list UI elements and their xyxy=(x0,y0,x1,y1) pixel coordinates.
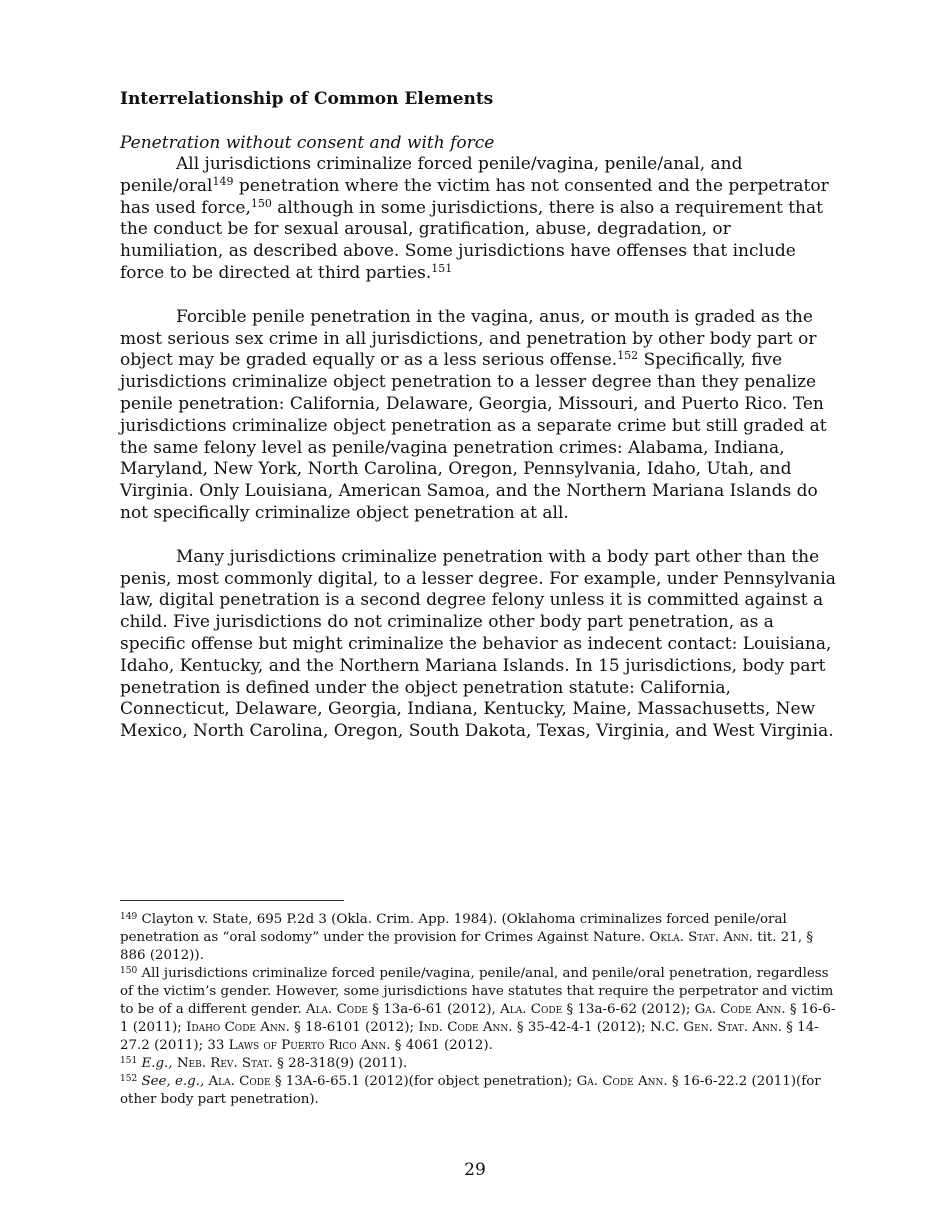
footnote-151 xyxy=(120,1055,836,1073)
citation-reporter: Okla. Stat. Ann. xyxy=(649,930,753,945)
paragraph-1-text-c: although in some jurisdictions, there is also a requirement that the conduct be for sexual arousal, gratification, abuse, degradation, or humiliation, as described above. Some jurisdictions have offenses that include force to be directed at third parties. xyxy=(120,197,823,283)
page-number: 29 xyxy=(464,1160,486,1180)
citation-reporter: Idaho Code Ann. xyxy=(186,1020,290,1035)
citation-reporter: N.C. Gen. Stat. Ann. xyxy=(650,1020,782,1035)
footnote-number: 152 xyxy=(120,1074,138,1084)
subsection-heading: Penetration without consent and with force xyxy=(120,133,495,153)
footnote-text: § 16-6-22.2 (2011)(for other body part penetration). xyxy=(120,1074,821,1107)
paragraph-1-text-b: penetration where the victim has not consented and the perpetrator has used force, xyxy=(120,175,829,218)
paragraph-spacer xyxy=(120,525,836,547)
footnote-text: § 14-27.2 (2011); 33 xyxy=(120,1020,819,1053)
footnote-ref-150[interactable]: 150 xyxy=(250,196,272,210)
citation-reporter: Ala. Code xyxy=(208,1074,271,1089)
footnote-text: § 28-318(9) (2011). xyxy=(272,1056,408,1071)
paragraph-3: Many jurisdictions criminalize penetration with a body part other than the penis, most commonly digital, to a lesser degree. For example, under Pennsylvania law, digital penetration is a second degree felony unless it is committed against a child. Five jurisdictions do not criminalize other body part penetration, as a specific offense but might criminalize the behavior as indecent contact: Louisiana, Idaho, Kentucky, and the Northern Mariana Islands. In 15 jurisdictions, body part penetration is defined under the object penetration statute: California, Connecticut, Delaware, Georgia, Indiana, Kentucky, Maine, Massachusetts, New Mexico, North Carolina, Oregon, South Dakota, Texas, Virginia, and West Virginia. xyxy=(120,546,836,742)
footnote-text: § 13A-6-65.1 (2012)(for object penetration); xyxy=(270,1074,577,1089)
citation-reporter: Ind. Code Ann. xyxy=(418,1020,513,1035)
footnote-number: 151 xyxy=(120,1056,138,1066)
footnote-number: 149 xyxy=(120,912,138,922)
footnote-text: § 13a-6-62 (2012); xyxy=(562,1002,695,1017)
footnotes-section xyxy=(120,900,836,1109)
footnote-152 xyxy=(120,1073,836,1109)
footnote-ref-152[interactable]: 152 xyxy=(617,349,639,363)
citation-reporter: Ga. Code Ann. xyxy=(694,1002,786,1017)
signal-word: E.g., xyxy=(137,1056,173,1071)
footnote-text: All jurisdictions criminalize forced penile/vagina, penile/anal, and penile/oral penetration, regardless of the victim’s gender. However, some jurisdictions have statutes that require the perpetrator and victim to be of a different gender. xyxy=(120,966,834,1017)
footnote-number: 150 xyxy=(120,966,138,976)
citation-reporter: Laws of Puerto Rico Ann. xyxy=(228,1038,391,1053)
citation-reporter: Ala. Code xyxy=(500,1002,563,1017)
footnote-text: § 18-6101 (2012); xyxy=(289,1020,419,1035)
citation-reporter: Ala. Code xyxy=(305,1002,368,1017)
footnote-ref-149[interactable]: 149 xyxy=(212,174,234,188)
paragraph-2 xyxy=(120,307,836,525)
paragraph-2-text-b: Specifically, five jurisdictions criminalize object penetration to a lesser degree than they penalize penile penetration: California, Delaware, Georgia, Missouri, and Puerto Rico. Ten jurisdictions criminalize object penetration as a separate crime but still graded at the same felony level as penile/vagina penetration crimes: Alabama, Indiana, Maryland, New York, North Carolina, Oregon, Pennsylvania, Idaho, Utah, and Virginia. Only Louisiana, American Samoa, and the Northern Mariana Islands do not specifically criminalize object penetration at all. xyxy=(120,350,827,523)
footnote-ref-151[interactable]: 151 xyxy=(431,261,453,275)
footnote-text: § 35-42-4-1 (2012); xyxy=(512,1020,651,1035)
footnote-separator xyxy=(120,900,344,901)
footnote-text: tit. 21, § 886 (2012)). xyxy=(120,930,814,963)
paragraph-2-text-a: Forcible penile penetration in the vagina, anus, or mouth is graded as the most serious sex crime in all jurisdictions, and penetration by other body part or object may be graded equally or as a less serious offense. xyxy=(120,306,817,371)
citation-reporter: Neb. Rev. Stat. xyxy=(176,1056,273,1071)
footnote-149 xyxy=(120,911,836,965)
footnote-150 xyxy=(120,965,836,1055)
section-heading: Interrelationship of Common Elements xyxy=(120,89,494,109)
paragraph-1 xyxy=(120,154,836,285)
paragraph-1-text-a: All jurisdictions criminalize forced penile/vagina, penile/anal, and penile/oral xyxy=(120,154,743,196)
footnote-text: § 16-6-1 (2011); xyxy=(120,1002,836,1035)
footnote-text: § 4061 (2012). xyxy=(390,1038,493,1053)
paragraph-spacer xyxy=(120,285,836,307)
footnote-text: § 13a-6-61 (2012), xyxy=(367,1002,501,1017)
footnote-text: Clayton v. State, 695 P.2d 3 (Okla. Crim. App. 1984). (Oklahoma criminalizes forced penile/oral penetration as “oral sodomy” under the provision for Crimes Against Nature. xyxy=(120,912,787,945)
signal-word: See, e.g., xyxy=(137,1074,205,1089)
citation-reporter: Ga. Code Ann. xyxy=(576,1074,668,1089)
document-body xyxy=(120,88,836,743)
